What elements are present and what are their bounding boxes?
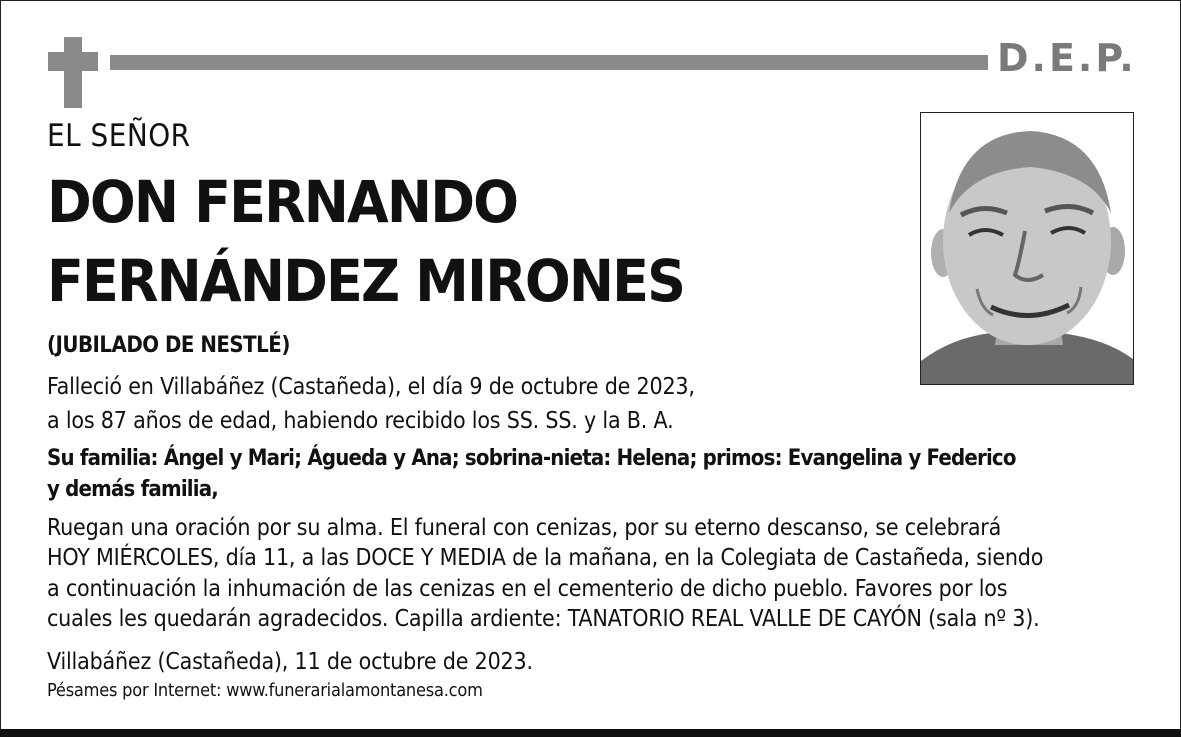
- occupation-note: (JUBILADO DE NESTLÉ): [47, 333, 290, 358]
- family-line: Su familia: Ángel y Mari; Águeda y Ana; sobrina-nieta: Helena; primos: Evangelina y Federico: [47, 446, 1016, 471]
- portrait-photo: [920, 112, 1134, 385]
- cross-icon: [64, 37, 82, 108]
- header-rule: [110, 55, 988, 70]
- condolences-link: Pésames por Internet: www.funerarialamontanesa.com: [47, 680, 483, 701]
- funeral-request-line: cuales les quedarán agradecidos. Capilla ardiente: TANATORIO REAL VALLE DE CAYÓN (sala nº 3).: [47, 606, 1040, 632]
- funeral-request-line: a continuación la inhumación de las cenizas en el cementerio de dicho pueblo. Favores por los: [47, 576, 1008, 602]
- portrait-image: [921, 113, 1133, 384]
- deceased-name-line1: DON FERNANDO: [47, 168, 518, 236]
- death-notice-line: a los 87 años de edad, habiendo recibido los SS. SS. y la B. A.: [47, 408, 674, 434]
- funeral-request-line: HOY MIÉRCOLES, día 11, a las DOCE Y MEDIA de la mañana, en la Colegiata de Castañeda, siendo: [47, 545, 1044, 571]
- title-prefix: EL SEÑOR: [47, 118, 191, 154]
- cross-icon-bar: [48, 52, 98, 71]
- family-line: y demás familia,: [47, 477, 219, 502]
- funeral-request-line: Ruegan una oración por su alma. El funeral con cenizas, por su eterno descanso, se celebrará: [47, 515, 1002, 541]
- bottom-border: [0, 729, 1181, 737]
- death-notice-line: Falleció en Villabáñez (Castañeda), el día 9 de octubre de 2023,: [47, 374, 695, 400]
- dep-label: D.E.P.: [997, 36, 1137, 80]
- place-date: Villabáñez (Castañeda), 11 de octubre de 2023.: [47, 649, 533, 675]
- deceased-name-line2: FERNÁNDEZ MIRONES: [47, 247, 685, 315]
